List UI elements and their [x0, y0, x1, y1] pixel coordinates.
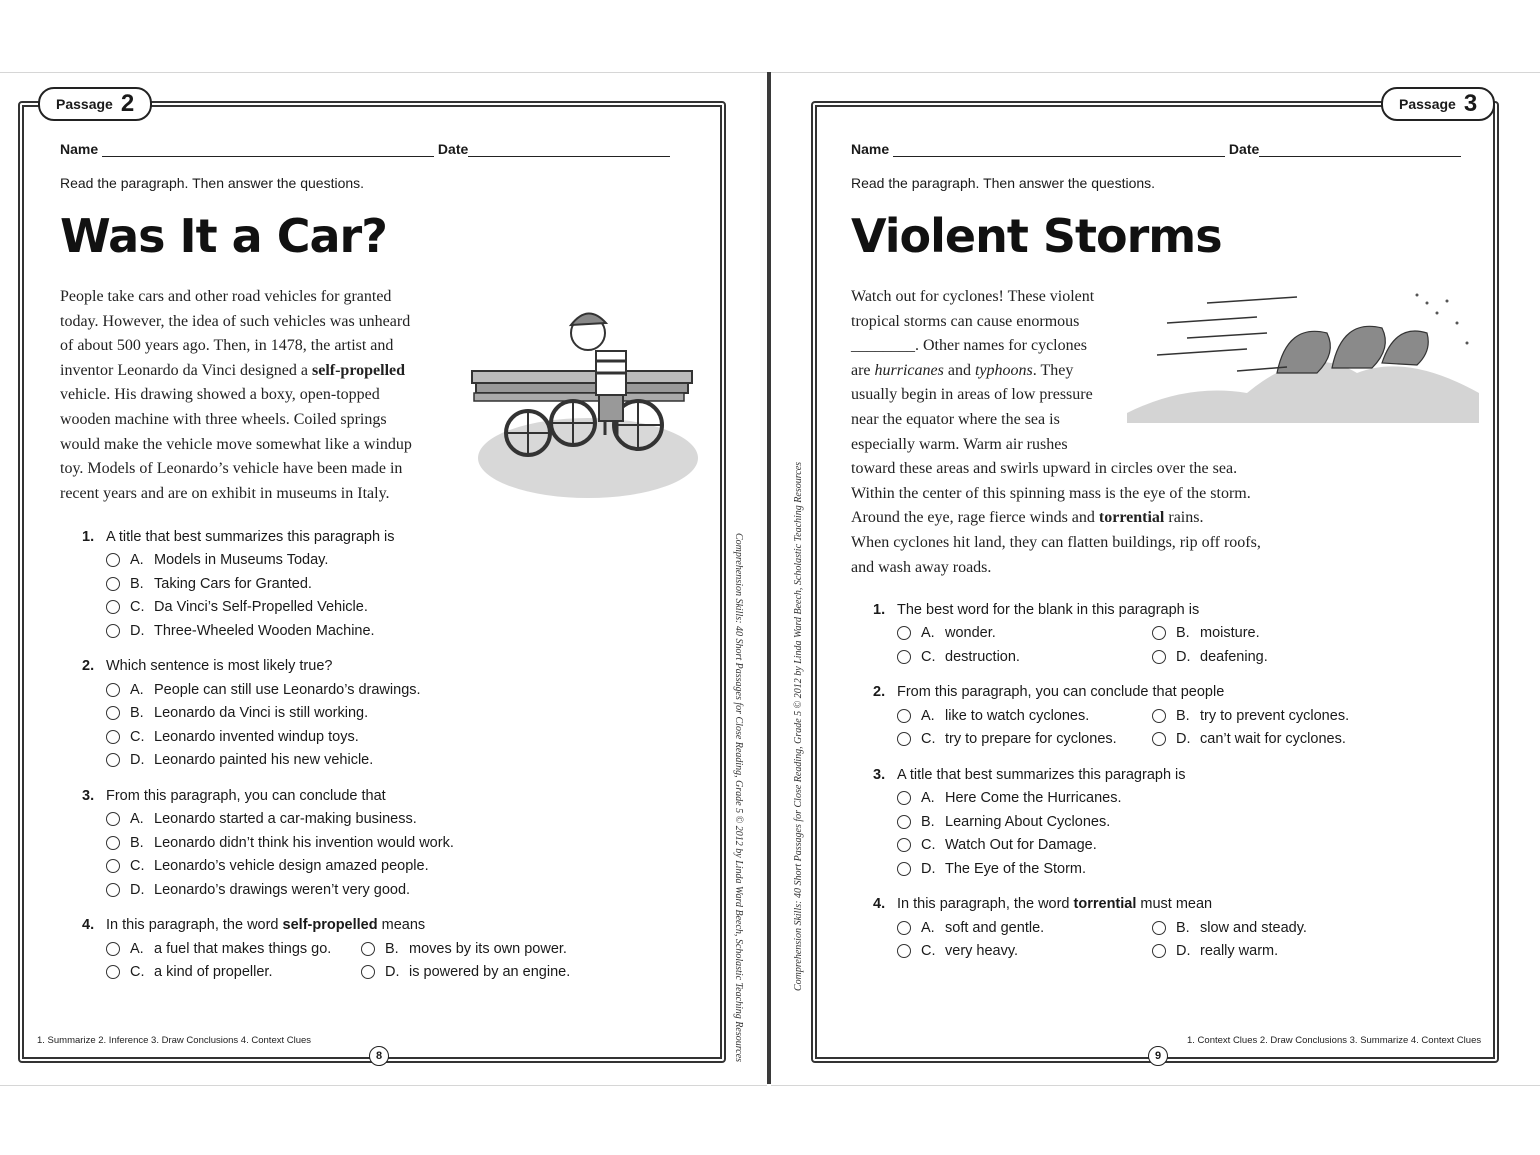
passage-number: 3 [1463, 90, 1478, 117]
paragraph-line: When cyclones hit land, they can flatten buildings, rip off roofs, [851, 533, 1261, 551]
option-letter: A. [921, 707, 935, 724]
paragraph-line: ________. Other names for cyclones [851, 337, 1087, 355]
question-text: A title that best summarizes this paragraph is [897, 766, 1186, 783]
passage-title: Violent Storms [851, 209, 1222, 263]
answer-option[interactable] [106, 808, 642, 832]
question-text: A title that best summarizes this paragraph is [106, 528, 395, 545]
radio-bubble-icon[interactable] [897, 626, 911, 640]
option-text: Leonardo painted his new vehicle. [154, 752, 374, 769]
answer-option[interactable] [897, 645, 1152, 669]
option-text: Da Vinci’s Self-Propelled Vehicle. [154, 599, 368, 616]
storm-waves-illustration [1127, 283, 1479, 423]
name-date-line [60, 141, 670, 157]
answer-option[interactable] [897, 916, 1152, 940]
option-letter: B. [921, 813, 935, 830]
paragraph-line: Within the center of this spinning mass is the eye of the storm. [851, 484, 1251, 502]
paragraph-line: of about 500 years ago. Then, in 1478, the artist and [60, 337, 394, 355]
paragraph-line: vehicle. His drawing showed a boxy, open-topped [60, 386, 380, 404]
instructions: Read the paragraph. Then answer the questions. [851, 175, 1156, 191]
answer-option[interactable] [361, 961, 611, 985]
answer-option[interactable] [106, 619, 642, 643]
paragraph-line: recent years and are on exhibit in museums in Italy. [60, 484, 390, 502]
question [82, 525, 642, 643]
question-stem [873, 763, 1433, 787]
answer-option[interactable] [106, 749, 642, 773]
option-letter: A. [130, 552, 144, 569]
radio-bubble-icon[interactable] [1152, 921, 1166, 935]
paragraph-line: usually begin in areas of low pressure [851, 386, 1093, 404]
option-letter: D. [385, 964, 400, 981]
question-list [873, 598, 1433, 975]
question-text: Which sentence is most likely true? [106, 658, 333, 675]
answer-option[interactable] [106, 549, 642, 573]
paragraph-line: would make the vehicle move somewhat like a windup [60, 435, 412, 453]
option-text: People can still use Leonardo’s drawings. [154, 681, 421, 698]
option-text: wonder. [945, 625, 996, 642]
option-letter: D. [130, 881, 145, 898]
name-field[interactable] [102, 142, 434, 157]
option-text: slow and steady. [1200, 919, 1307, 936]
paragraph-line: near the equator where the sea is [851, 410, 1060, 428]
question [82, 784, 642, 902]
radio-bubble-icon[interactable] [106, 859, 120, 873]
answer-option[interactable] [897, 787, 1433, 811]
answer-option[interactable] [897, 622, 1152, 646]
paragraph-line: People take cars and other road vehicles for granted [60, 288, 392, 305]
question-text: From this paragraph, you can conclude that people [897, 684, 1225, 701]
question-list [82, 525, 642, 996]
option-text: The Eye of the Storm. [945, 860, 1087, 877]
question [82, 914, 642, 985]
option-text: really warm. [1200, 943, 1279, 960]
answer-option[interactable] [1152, 940, 1402, 964]
radio-bubble-icon[interactable] [897, 862, 911, 876]
question-text: From this paragraph, you can conclude that [106, 787, 386, 804]
question-number: 4. [82, 917, 95, 934]
radio-bubble-icon[interactable] [106, 553, 120, 567]
radio-bubble-icon[interactable] [897, 921, 911, 935]
option-letter: B. [130, 834, 144, 851]
question [873, 893, 1433, 964]
option-text: try to prevent cyclones. [1200, 707, 1350, 724]
paragraph-line: and wash away roads. [851, 558, 992, 576]
answer-option[interactable] [106, 572, 642, 596]
question-text: In this paragraph, the word torrential must mean [897, 896, 1213, 913]
option-text: Learning About Cyclones. [945, 813, 1111, 830]
question-text: In this paragraph, the word self-propelled means [106, 917, 426, 934]
question-stem [82, 525, 642, 549]
radio-bubble-icon[interactable] [1152, 732, 1166, 746]
question-number: 4. [873, 896, 886, 913]
answer-option[interactable] [1152, 916, 1402, 940]
skills-footer: 1. Context Clues 2. Draw Conclusions 3. Summarize 4. Context Clues [1187, 1035, 1482, 1046]
option-text: a kind of propeller. [154, 964, 273, 981]
paragraph-line: Around the eye, rage fierce winds and torrential rains. [851, 509, 1204, 527]
option-text: Three-Wheeled Wooden Machine. [154, 622, 375, 639]
passage-paragraph [60, 285, 460, 506]
paragraph-line: toy. Models of Leonardo’s vehicle have been made in [60, 460, 403, 478]
page-number: 9 [1148, 1046, 1168, 1066]
passage-label: Passage [1399, 96, 1456, 112]
date-field[interactable] [468, 142, 670, 157]
skills-footer: 1. Summarize 2. Inference 3. Draw Conclusions 4. Context Clues [37, 1035, 312, 1046]
option-text: try to prepare for cyclones. [945, 731, 1117, 748]
answer-option[interactable] [897, 728, 1152, 752]
radio-bubble-icon[interactable] [897, 944, 911, 958]
option-letter: D. [130, 622, 145, 639]
option-text: destruction. [945, 648, 1020, 665]
option-text: Leonardo’s vehicle design amazed people. [154, 858, 429, 875]
radio-bubble-icon[interactable] [897, 815, 911, 829]
answer-option[interactable] [897, 857, 1433, 881]
radio-bubble-icon[interactable] [1152, 944, 1166, 958]
copyright-credit: Comprehension Skills: 40 Short Passages for Close Reading, Grade 5 © 2012 by Linda Ward Beech, Scholastic Teaching Resources [733, 533, 744, 1063]
answer-option[interactable] [106, 702, 642, 726]
option-letter: C. [130, 728, 145, 745]
right-worksheet-page [771, 72, 1540, 1086]
option-text: Here Come the Hurricanes. [945, 790, 1122, 807]
option-text: Leonardo started a car-making business. [154, 811, 417, 828]
option-text: Leonardo’s drawings weren’t very good. [154, 881, 411, 898]
answer-option[interactable] [361, 937, 611, 961]
name-field[interactable] [893, 142, 1225, 157]
paragraph-line: today. However, the idea of such vehicles was unheard [60, 312, 411, 330]
option-letter: B. [1176, 919, 1190, 936]
radio-bubble-icon[interactable] [106, 965, 120, 979]
answer-option[interactable] [1152, 704, 1402, 728]
name-label: Name [60, 141, 99, 157]
option-letter: C. [921, 648, 936, 665]
option-text: a fuel that makes things go. [154, 940, 332, 957]
option-letter: B. [130, 705, 144, 722]
paragraph-line: tropical storms can cause enormous [851, 312, 1080, 330]
option-letter: C. [921, 731, 936, 748]
option-letter: C. [130, 599, 145, 616]
option-letter: A. [130, 811, 144, 828]
paragraph-line: wooden machine with three wheels. Coiled springs [60, 410, 387, 428]
answer-option[interactable] [897, 810, 1433, 834]
option-letter: B. [1176, 707, 1190, 724]
copyright-credit: Comprehension Skills: 40 Short Passages for Close Reading, Grade 5 © 2012 by Linda Ward Beech, Scholastic Teaching Resources [793, 461, 804, 991]
option-letter: C. [921, 837, 936, 854]
radio-bubble-icon[interactable] [1152, 709, 1166, 723]
question-stem [873, 893, 1433, 917]
option-text: Leonardo da Vinci is still working. [154, 705, 369, 722]
answer-option[interactable] [1152, 622, 1402, 646]
option-text: is powered by an engine. [409, 964, 571, 981]
radio-bubble-icon[interactable] [897, 650, 911, 664]
question-stem [82, 655, 642, 679]
radio-bubble-icon[interactable] [106, 683, 120, 697]
option-letter: D. [921, 860, 936, 877]
left-worksheet-page [0, 72, 767, 1086]
passage-title: Was It a Car? [60, 209, 387, 263]
radio-bubble-icon[interactable] [106, 883, 120, 897]
answer-option[interactable] [106, 596, 642, 620]
option-text: very heavy. [945, 943, 1019, 960]
answer-option[interactable] [106, 678, 642, 702]
radio-bubble-icon[interactable] [106, 753, 120, 767]
option-letter: D. [1176, 731, 1191, 748]
answer-option[interactable] [106, 878, 642, 902]
question-number: 1. [873, 601, 886, 618]
option-text: soft and gentle. [945, 919, 1045, 936]
radio-bubble-icon[interactable] [106, 942, 120, 956]
question-number: 2. [82, 658, 95, 675]
date-label: Date [1228, 141, 1260, 157]
answer-option[interactable] [897, 704, 1152, 728]
question-stem [82, 914, 642, 938]
option-letter: C. [130, 858, 145, 875]
answer-option[interactable] [106, 855, 642, 879]
option-letter: C. [130, 964, 145, 981]
option-letter: A. [921, 919, 935, 936]
option-letter: A. [921, 790, 935, 807]
radio-bubble-icon[interactable] [106, 600, 120, 614]
paragraph-line: especially warm. Warm air rushes [851, 435, 1068, 453]
question-stem [873, 598, 1433, 622]
option-text: Models in Museums Today. [154, 552, 329, 569]
radio-bubble-icon[interactable] [897, 732, 911, 746]
passage-tab [1381, 87, 1495, 121]
option-text: Leonardo didn’t think his invention would work. [154, 834, 454, 851]
radio-bubble-icon[interactable] [106, 730, 120, 744]
question-text: The best word for the blank in this paragraph is [897, 601, 1200, 618]
radio-bubble-icon[interactable] [1152, 626, 1166, 640]
question [82, 655, 642, 773]
radio-bubble-icon[interactable] [897, 838, 911, 852]
option-letter: B. [385, 940, 399, 957]
question-stem [82, 784, 642, 808]
radio-bubble-icon[interactable] [106, 836, 120, 850]
option-text: moisture. [1200, 625, 1260, 642]
answer-option[interactable] [106, 961, 361, 985]
radio-bubble-icon[interactable] [106, 577, 120, 591]
option-text: like to watch cyclones. [945, 707, 1090, 724]
option-text: Leonardo invented windup toys. [154, 728, 359, 745]
option-text: moves by its own power. [409, 940, 567, 957]
question-number: 3. [82, 787, 95, 804]
paragraph-line: toward these areas and swirls upward in circles over the sea. [851, 460, 1238, 478]
answer-option[interactable] [106, 831, 642, 855]
passage-number: 2 [120, 90, 135, 117]
name-label: Name [851, 141, 890, 157]
paragraph-line: are hurricanes and typhoons. They [851, 361, 1074, 379]
radio-bubble-icon[interactable] [106, 624, 120, 638]
radio-bubble-icon[interactable] [897, 709, 911, 723]
page-number: 8 [369, 1046, 389, 1066]
radio-bubble-icon[interactable] [361, 965, 375, 979]
instructions: Read the paragraph. Then answer the questions. [60, 175, 365, 191]
radio-bubble-icon[interactable] [106, 706, 120, 720]
option-text: deafening. [1200, 648, 1268, 665]
answer-option[interactable] [897, 940, 1152, 964]
option-text: Watch Out for Damage. [945, 837, 1097, 854]
date-field[interactable] [1259, 142, 1461, 157]
option-text: Taking Cars for Granted. [154, 575, 312, 592]
option-letter: D. [1176, 943, 1191, 960]
radio-bubble-icon[interactable] [897, 791, 911, 805]
paragraph-line: Watch out for cyclones! These violent [851, 288, 1095, 305]
radio-bubble-icon[interactable] [106, 812, 120, 826]
answer-option[interactable] [106, 725, 642, 749]
boy-on-cart-illustration [468, 233, 704, 503]
option-letter: C. [921, 943, 936, 960]
option-letter: A. [130, 940, 144, 957]
question [873, 681, 1433, 752]
answer-option[interactable] [1152, 645, 1402, 669]
passage-label: Passage [56, 96, 113, 112]
paragraph-line: inventor Leonardo da Vinci designed a self-propelled [60, 361, 406, 379]
question-stem [873, 681, 1433, 705]
question [873, 763, 1433, 881]
option-letter: B. [130, 575, 144, 592]
passage-tab [38, 87, 152, 121]
option-text: can’t wait for cyclones. [1200, 731, 1346, 748]
option-letter: D. [130, 752, 145, 769]
answer-option[interactable] [106, 937, 361, 961]
option-letter: A. [921, 625, 935, 642]
answer-option[interactable] [897, 834, 1433, 858]
option-letter: A. [130, 681, 144, 698]
question-number: 2. [873, 684, 886, 701]
name-date-line [851, 141, 1461, 157]
option-letter: B. [1176, 625, 1190, 642]
radio-bubble-icon[interactable] [1152, 650, 1166, 664]
question [873, 598, 1433, 669]
option-letter: D. [1176, 648, 1191, 665]
date-label: Date [437, 141, 469, 157]
question-number: 1. [82, 528, 95, 545]
radio-bubble-icon[interactable] [361, 942, 375, 956]
answer-option[interactable] [1152, 728, 1402, 752]
question-number: 3. [873, 766, 886, 783]
